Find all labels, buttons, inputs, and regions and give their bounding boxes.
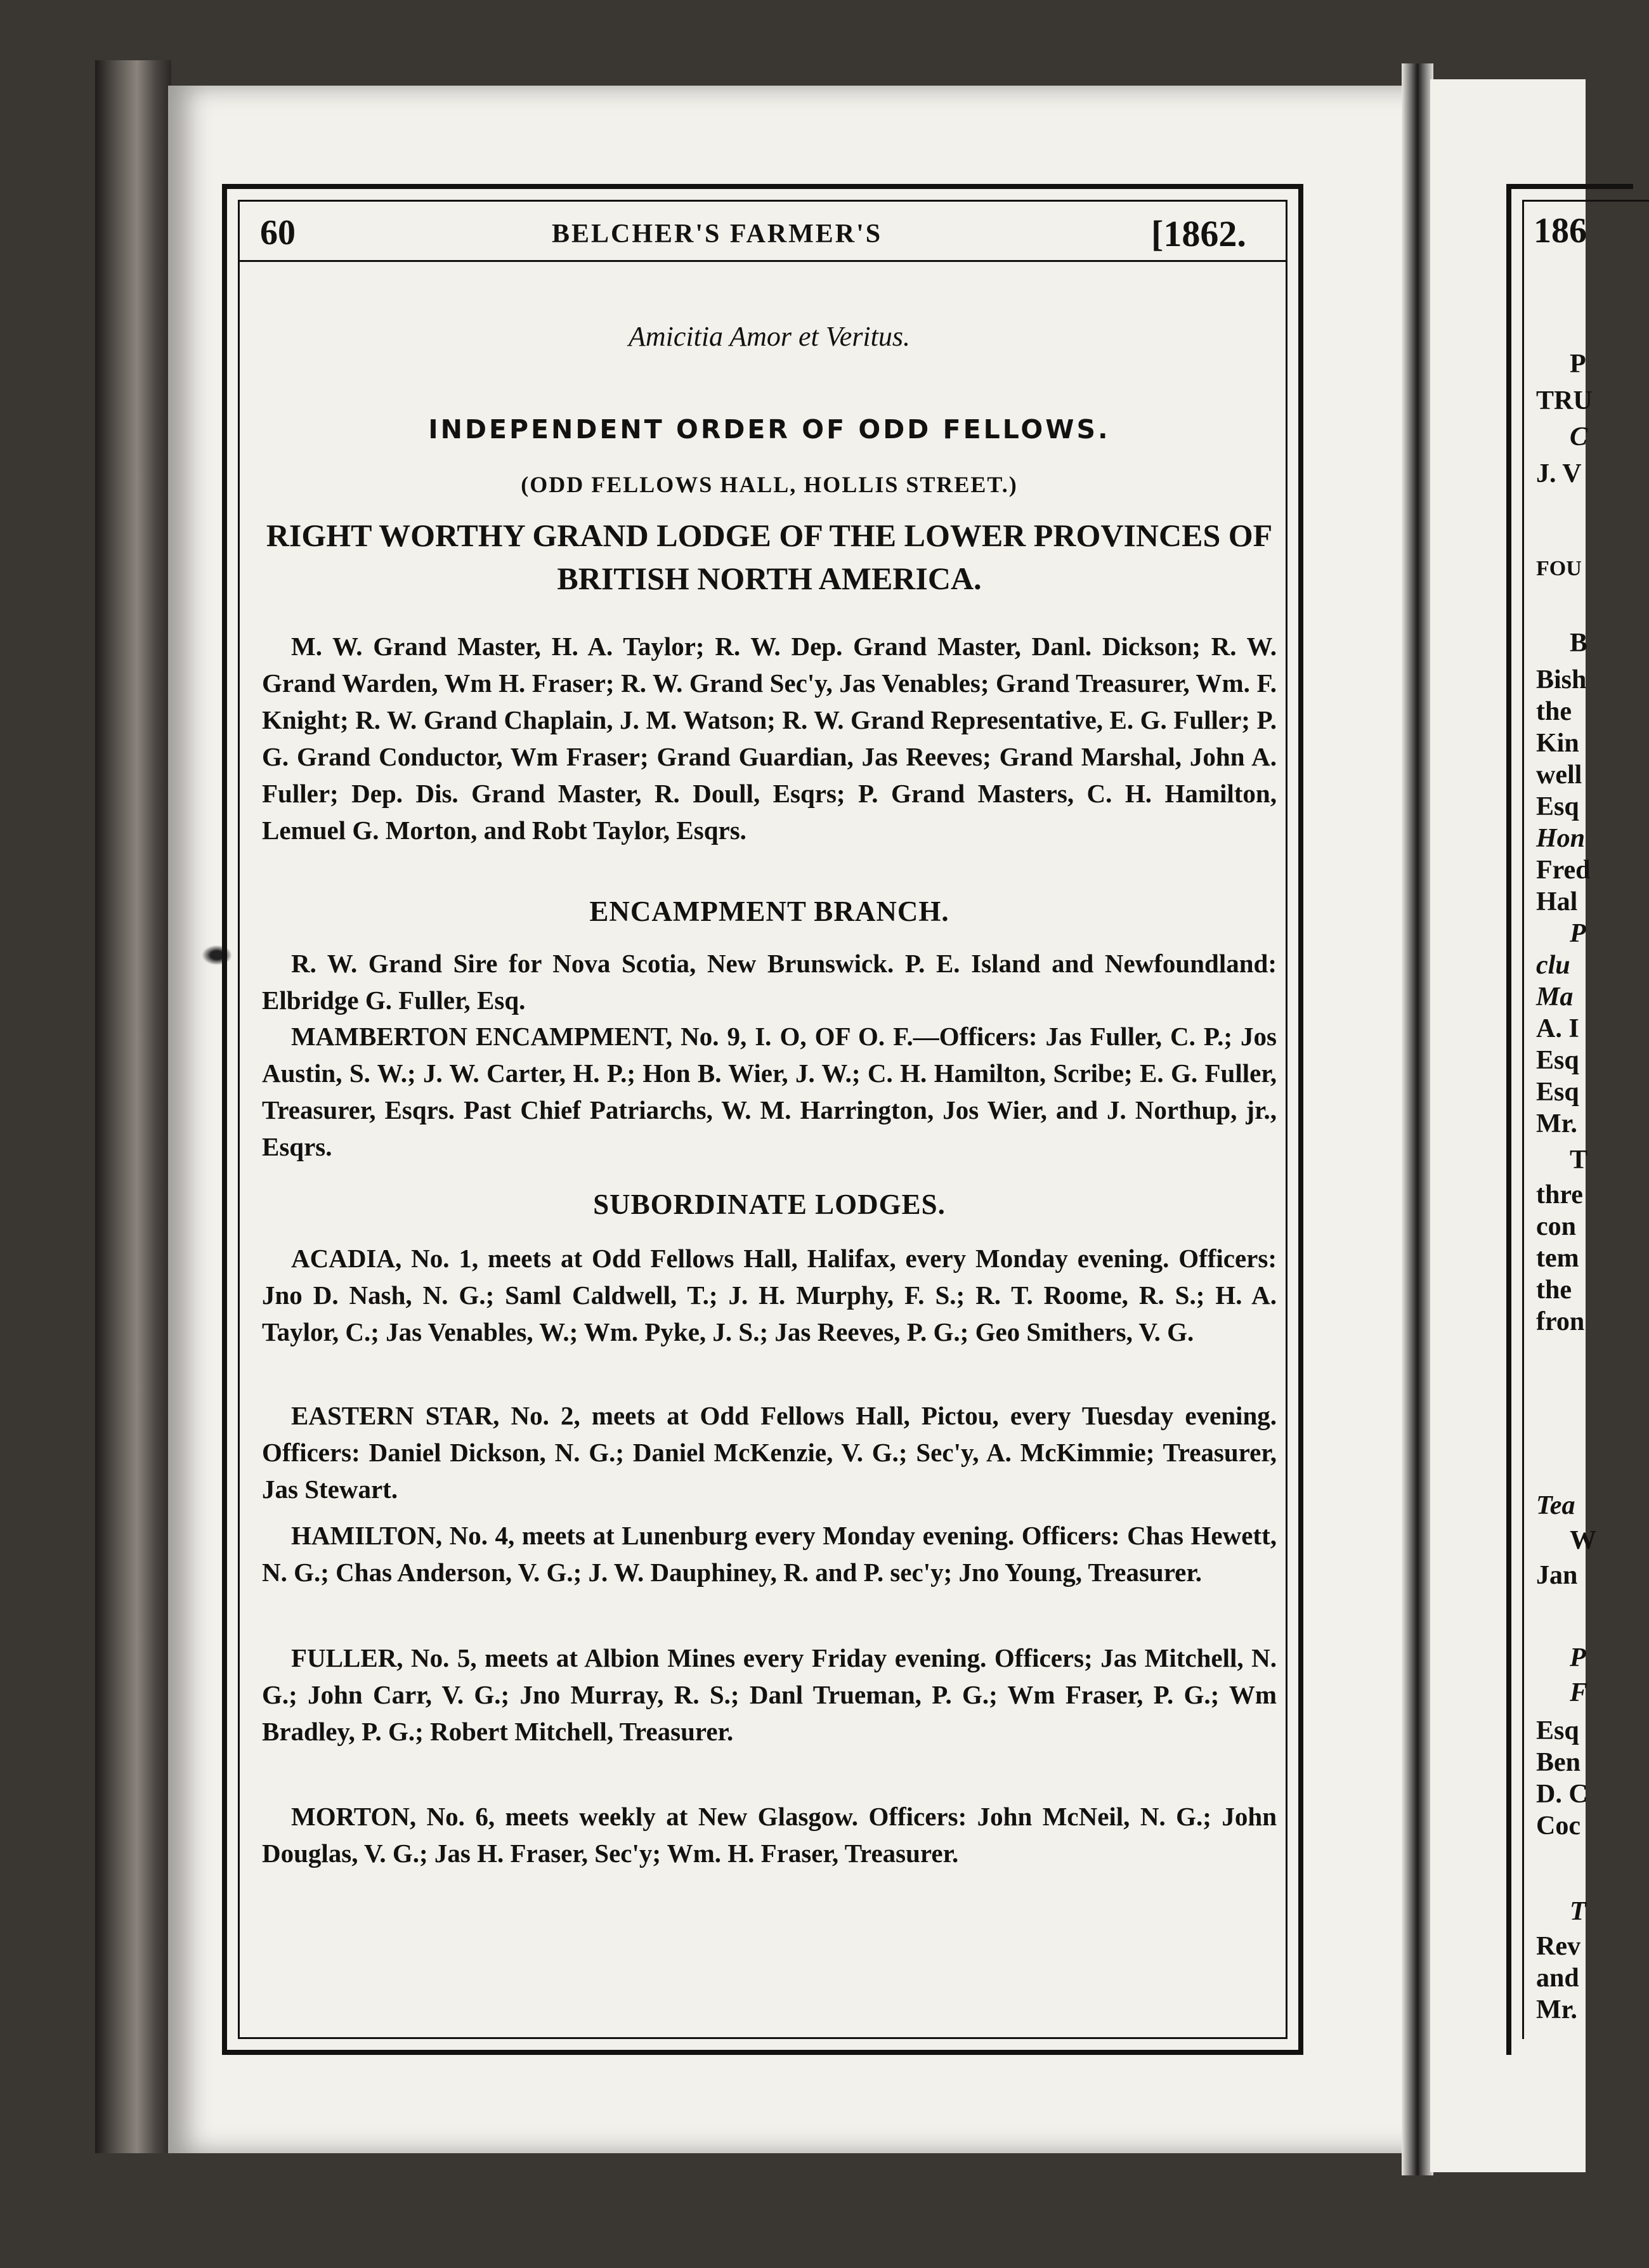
mamberton-encampment: MAMBERTON ENCAMPMENT, No. 9, I. O, OF O. F.—Officers: Jas Fuller, C. P.; Jos Austin, S. W.; J. W. Carter, H. P.; Hon B. Wier, J. W.; C. H. Hamilton, Scribe; E. G. Fuller, Treasurer, Esqrs. Past Chief Patriarchs, W. M. Harrington, Jos Wier, and J. Northup, jr., Esqrs. <box>262 1022 1277 1161</box>
right-fragment: Fred <box>1536 856 1591 885</box>
right-fragment: thre <box>1536 1180 1583 1209</box>
right-fragment: Hal <box>1536 887 1578 916</box>
right-fragment: T <box>1570 1145 1588 1175</box>
header-rule <box>238 260 1287 262</box>
right-fragment: tem <box>1536 1244 1579 1273</box>
right-fragment: B <box>1570 629 1588 658</box>
right-fragment: A. I <box>1536 1014 1579 1043</box>
right-fragment: Mr. <box>1536 1995 1577 2024</box>
right-fragment: Bish <box>1536 665 1587 694</box>
right-fragment: the <box>1536 697 1572 726</box>
right-fragment: P <box>1570 1643 1586 1672</box>
lodge-hamilton: HAMILTON, No. 4, meets at Lunenburg every Monday evening. Officers: Chas Hewett, N. G.; Chas Anderson, V. G.; J. W. Dauphiney, R. and P. sec'y; Jno Young, Treasurer. <box>262 1521 1277 1587</box>
right-fragment: FOU <box>1536 557 1582 580</box>
lodge-fuller: FULLER, No. 5, meets at Albion Mines every Friday evening. Officers; Jas Mitchell, N. G.; John Carr, V. G.; Jno Murray, R. S.; Danl Trueman, P. G.; Wm Fraser, P. G.; Wm Bradley, P. G.; Robert Mitchell, Treasurer. <box>262 1643 1277 1746</box>
right-fragment: P <box>1570 919 1586 948</box>
right-fragment: C <box>1570 422 1588 452</box>
right-fragment: Ma <box>1536 982 1574 1012</box>
page-number: 60 <box>260 213 296 252</box>
book-gutter <box>1402 63 1433 2175</box>
year-label: [1862. <box>1151 213 1246 254</box>
running-title: BELCHER'S FARMER'S <box>552 219 883 249</box>
right-fragment: fron <box>1536 1307 1585 1336</box>
order-title: INDEPENDENT ORDER OF ODD FELLOWS. <box>428 414 1111 445</box>
right-fragment: P <box>1570 349 1586 379</box>
grand-sire-paragraph: R. W. Grand Sire for Nova Scotia, New Brunswick. P. E. Island and Newfoundland: Elbridge G. Fuller, Esq. <box>262 949 1277 1015</box>
right-fragment: Coc <box>1536 1811 1581 1841</box>
hall-subtitle: (ODD FELLOWS HALL, HOLLIS STREET.) <box>521 472 1018 497</box>
right-fragment: clu <box>1536 951 1570 980</box>
lodge-acadia: ACADIA, No. 1, meets at Odd Fellows Hall, Halifax, every Monday evening. Officers: Jno D. Nash, N. G.; Saml Caldwell, T.; J. H. Murphy, F. S.; R. T. Roome, R. S.; H. A. Taylor, C.; Jas Venables, W.; Wm. Pyke, J. S.; Jas Reeves, P. G.; Geo Smithers, V. G. <box>262 1244 1277 1346</box>
right-fragment: D. C <box>1536 1780 1588 1809</box>
right-fragment: Kin <box>1536 729 1579 758</box>
right-fragment: Hon <box>1536 824 1586 853</box>
right-page-year: 186 <box>1534 211 1587 251</box>
right-fragment: J. V <box>1536 459 1582 488</box>
right-fragment: TRU <box>1536 386 1593 415</box>
right-fragment: Tea <box>1536 1491 1575 1520</box>
encampment-heading: ENCAMPMENT BRANCH. <box>589 896 949 927</box>
right-fragment: the <box>1536 1275 1572 1305</box>
right-fragment: Mr. <box>1536 1109 1577 1138</box>
right-fragment: Esq <box>1536 1046 1579 1075</box>
right-fragment: con <box>1536 1212 1576 1241</box>
book-page-edges <box>95 60 171 2153</box>
right-fragment: Esq <box>1536 1716 1579 1745</box>
subordinate-lodges-heading: SUBORDINATE LODGES. <box>593 1189 946 1220</box>
grand-lodge-officers: M. W. Grand Master, H. A. Taylor; R. W. Dep. Grand Master, Danl. Dickson; R. W. Grand Warden, Wm H. Fraser; R. W. Grand Sec'y, Jas Venables; Grand Treasurer, Wm. F. Knight; R. W. Grand Chaplain, J. M. Watson; R. W. Grand Representative, E. G. Fuller; P. G. Grand Conductor, Wm Fraser; Grand Guardian, Jas Reeves; Grand Marshal, John A. Fuller; Dep. Dis. Grand Master, R. Doull, Esqrs; P. Grand Masters, C. H. Hamilton, Lemuel G. Morton, and Robt Taylor, Esqrs. <box>262 632 1277 845</box>
right-fragment: Ben <box>1536 1748 1581 1777</box>
right-fragment: well <box>1536 760 1582 790</box>
right-fragment: W <box>1570 1526 1596 1555</box>
lodge-morton: MORTON, No. 6, meets weekly at New Glasgow. Officers: John McNeil, N. G.; John Douglas, V. G.; Jas H. Fraser, Sec'y; Wm. H. Fraser, Treasurer. <box>262 1802 1277 1868</box>
right-fragment: Esq <box>1536 1078 1579 1107</box>
grand-lodge-title: RIGHT WORTHY GRAND LODGE OF THE LOWER PROVINCES OF BRITISH NORTH AMERICA. <box>266 518 1273 596</box>
right-fragment: Rev <box>1536 1932 1581 1961</box>
right-fragment: F <box>1570 1678 1588 1707</box>
lodge-eastern-star: EASTERN STAR, No. 2, meets at Odd Fellows Hall, Pictou, every Tuesday evening. Officers: Daniel Dickson, N. G.; Daniel McKenzie, V. G.; Sec'y, A. McKimmie; Treasurer, Jas Stewart. <box>262 1401 1277 1504</box>
right-fragment: Jan <box>1536 1561 1578 1590</box>
motto: Amicitia Amor et Veritus. <box>628 321 911 352</box>
right-fragment: Esq <box>1536 792 1579 821</box>
right-fragment: and <box>1536 1964 1579 1993</box>
right-fragment: T <box>1570 1897 1586 1926</box>
